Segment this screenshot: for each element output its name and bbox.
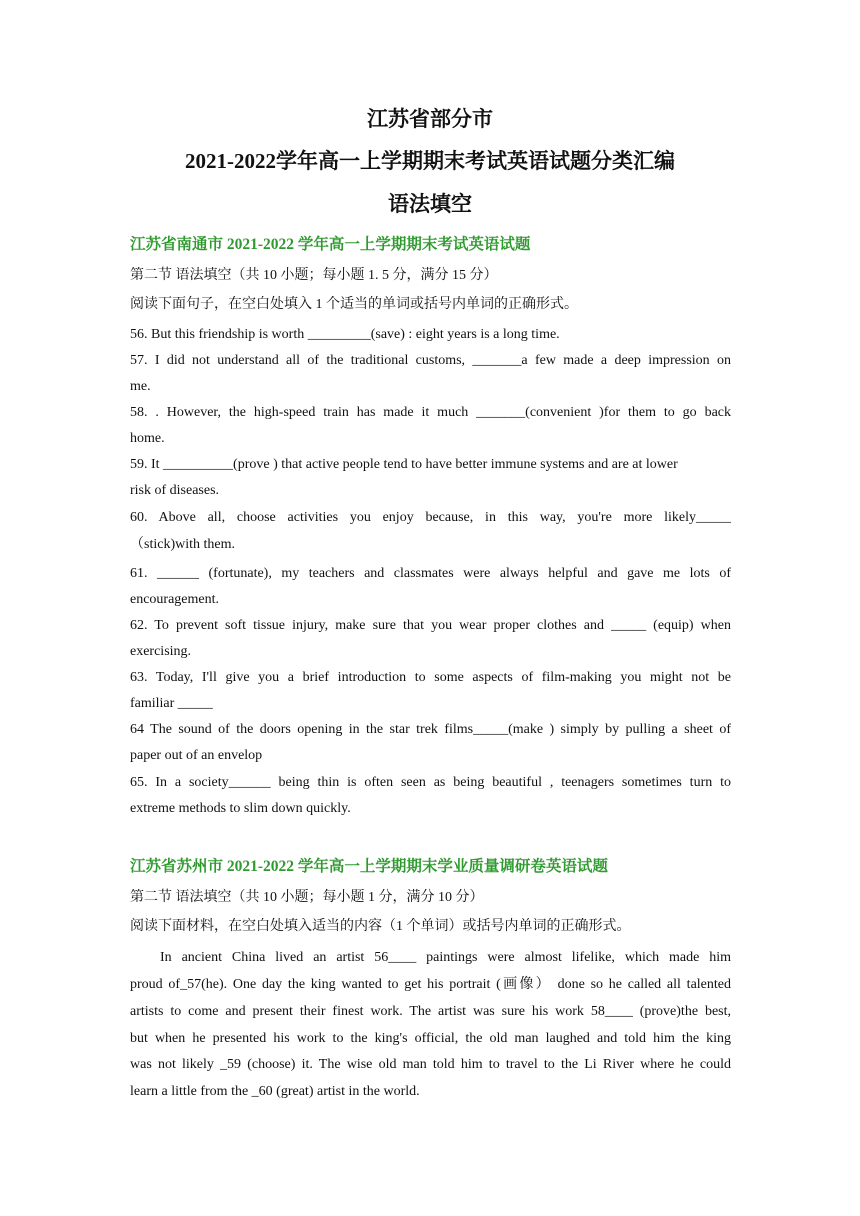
question-line: home. [130, 431, 165, 446]
question-line: （stick)with them. [130, 537, 235, 552]
section-2-heading: 江苏省苏州市 2021-2022 学年高一上学期期末学业质量调研卷英语试题 [130, 858, 608, 875]
question-line: 65. In a society______ being thin is often seen as being beautiful , teenagers sometimes turn to [130, 775, 731, 790]
doc-title-region: 江苏省部分市 [367, 107, 493, 131]
question-line: extreme methods to slim down quickly. [130, 801, 351, 816]
question-line: exercising. [130, 644, 192, 659]
question-line: risk of diseases. [130, 483, 220, 498]
section-2-instruction: 阅读下面材料，在空白处填入适当的内容（1 个单词）或括号内单词的正确形式。 [130, 919, 631, 934]
question-line: encouragement. [130, 592, 220, 607]
passage-line: proud of_57(he). One day the king wanted to get his portrait (画像） done so he called all talented [130, 977, 731, 992]
passage-line: artists to come and present their finest work. The artist was sure his work 58____ (prove)the best, [130, 1004, 731, 1019]
section-1-instruction: 阅读下面句子，在空白处填入 1 个适当的单词或括号内单词的正确形式。 [130, 297, 578, 312]
question-line: 58. . However, the high-speed train has made it much _______(convenient )for them to go back [130, 405, 731, 420]
question-line: 61. ______ (fortunate), my teachers and classmates were always helpful and gave me lots of [130, 566, 731, 581]
question-line: paper out of an envelop [130, 748, 263, 763]
passage-line: In ancient China lived an artist 56____ paintings were almost lifelike, which made him [160, 950, 731, 965]
question-line: 62. To prevent soft tissue injury, make sure that you wear proper clothes and _____ (equip) when [130, 618, 731, 633]
passage-line: learn a little from the _60 (great) artist in the world. [130, 1084, 420, 1099]
section-1-heading: 江苏省南通市 2021-2022 学年高一上学期期末考试英语试题 [130, 236, 531, 253]
question-line: 60. Above all, choose activities you enjoy because, in this way, you're more likely_____ [130, 510, 731, 525]
question-line: me. [130, 379, 151, 394]
question-line: 57. I did not understand all of the traditional customs, _______a few made a deep impression on [130, 353, 731, 368]
question-line: familiar _____ [130, 696, 213, 711]
question-line: 59. It __________(prove ) that active people tend to have better immune systems and are at lower [130, 457, 678, 472]
doc-title-topic: 语法填空 [388, 192, 472, 216]
question-line: 56. But this friendship is worth _________(save) : eight years is a long time. [130, 327, 560, 342]
passage-line: was not likely _59 (choose) it. The wise old man told him to travel to the Li River where he could [130, 1057, 731, 1072]
section-2-subheading: 第二节 语法填空（共 10 小题；每小题 1 分，满分 10 分） [130, 890, 484, 905]
section-1-subheading: 第二节 语法填空（共 10 小题；每小题 1. 5 分，满分 15 分） [130, 268, 498, 283]
doc-title-main: 2021-2022学年高一上学期期末考试英语试题分类汇编 [185, 149, 675, 173]
passage-line: but when he presented his work to the king's official, the old man laughed and told him the king [130, 1031, 731, 1046]
question-line: 64 The sound of the doors opening in the star trek films_____(make ) simply by pulling a sheet of [130, 722, 731, 737]
question-line: 63. Today, I'll give you a brief introduction to some aspects of film-making you might not be [130, 670, 731, 685]
